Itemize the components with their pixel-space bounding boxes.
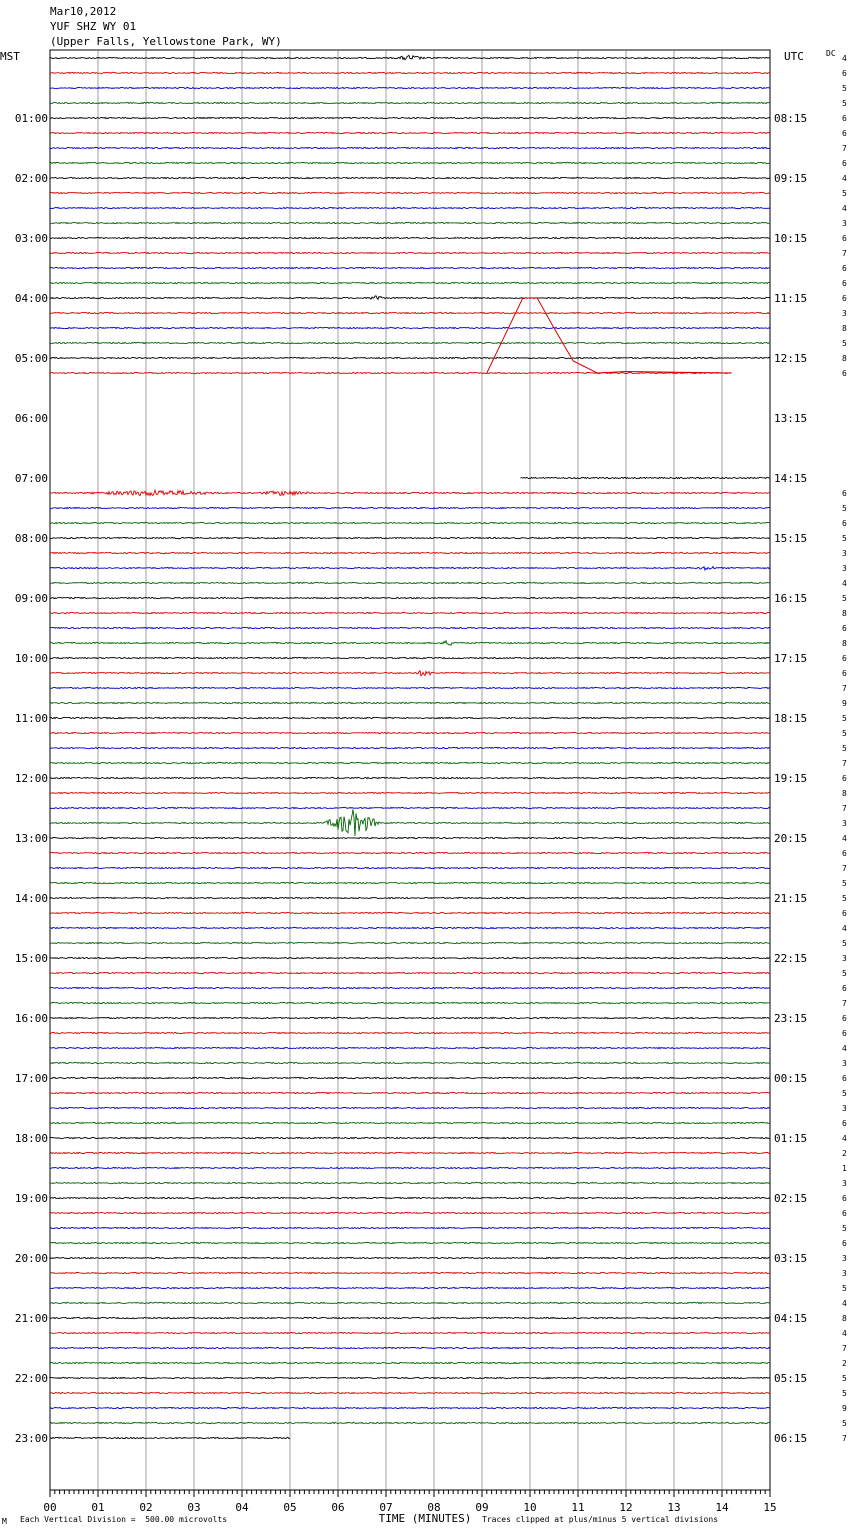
trace-line [50,522,770,523]
station-location: (Upper Falls, Yellowstone Park, WY) [50,35,282,48]
trace-line [50,312,770,313]
trace-line [50,1437,290,1438]
utc-hour-label: 11:15 [774,292,808,305]
dc-value: 5 [842,1374,847,1383]
dc-value: 6 [842,114,847,123]
x-tick-label: 15 [763,1501,777,1514]
x-tick-label: 13 [667,1501,681,1514]
trace-line [50,222,770,223]
seismic-traces [50,55,770,1438]
dc-value: 4 [842,54,847,63]
dc-value: 6 [842,69,847,78]
trace-line [50,490,770,496]
dc-value: 4 [842,1044,847,1053]
dc-value: 8 [842,1314,847,1323]
trace-line [50,552,770,553]
dc-value: 5 [842,1389,847,1398]
trace-line [50,1137,770,1138]
trace-line [50,1242,770,1243]
x-tick-label: 05 [283,1501,297,1514]
dc-title: DC [826,49,836,58]
trace-line [50,192,770,193]
dc-value: 3 [842,309,847,318]
dc-value: 5 [842,879,847,888]
trace-line [50,566,770,570]
trace-line [50,717,770,718]
trace-line [50,372,731,373]
x-tick-label: 06 [331,1501,345,1514]
dc-value: 6 [842,1029,847,1038]
plot-frame [50,50,770,1490]
clip-note: Traces clipped at plus/minus 5 vertical divisions [482,1515,719,1524]
dc-value: 3 [842,219,847,228]
dc-value: 8 [842,639,847,648]
dc-value: 6 [842,294,847,303]
dc-value: 6 [842,489,847,498]
dc-value: 2 [842,1149,847,1158]
trace-line [50,1197,770,1198]
mst-hour-label: 18:00 [14,1132,48,1145]
mst-hour-labels [0,50,48,1445]
x-tick-label: 00 [43,1501,57,1514]
trace-line [50,1077,770,1078]
trace-line [50,1257,770,1258]
trace-line [50,507,770,508]
mst-hour-label: 10:00 [14,652,48,665]
trace-line [50,957,770,958]
trace-line [50,1047,770,1048]
utc-hour-label: 23:15 [774,1012,808,1025]
utc-hour-label: 13:15 [774,412,808,425]
mst-hour-label: 06:00 [14,412,48,425]
dc-value: 6 [842,669,847,678]
dc-value: 4 [842,834,847,843]
dc-value: 4 [842,1134,847,1143]
utc-hour-label: 10:15 [774,232,808,245]
dc-value: 4 [842,1299,847,1308]
dc-value: 5 [842,714,847,723]
dc-value: 4 [842,924,847,933]
dc-value: 5 [842,894,847,903]
trace-line [50,282,770,283]
dc-value: 9 [842,699,847,708]
mst-hour-label: 07:00 [14,472,48,485]
dc-value: 4 [842,174,847,183]
dc-value: 6 [842,129,847,138]
dc-value: 6 [842,1119,847,1128]
dc-value: 5 [842,744,847,753]
trace-line [50,342,770,343]
utc-hour-label: 18:15 [774,712,808,725]
trace-line [50,777,770,778]
dc-value: 5 [842,939,847,948]
trace-line [50,55,770,59]
mst-hour-label: 11:00 [14,712,48,725]
mst-hour-label: 01:00 [14,112,48,125]
dc-value: 5 [842,189,847,198]
trace-line [50,867,770,868]
dc-value: 3 [842,564,847,573]
dc-value: 6 [842,654,847,663]
trace-line [50,1362,770,1363]
utc-hour-label: 20:15 [774,832,808,845]
trace-line [50,582,770,583]
utc-hour-label: 16:15 [774,592,808,605]
mst-hour-label: 03:00 [14,232,48,245]
dc-value: 3 [842,1179,847,1188]
dc-value: 7 [842,759,847,768]
trace-line [50,1167,770,1168]
trace-line [50,87,770,88]
dc-value: 5 [842,969,847,978]
utc-hour-label: 22:15 [774,952,808,965]
x-tick-label: 09 [475,1501,489,1514]
trace-line [50,1152,770,1153]
dc-value: 5 [842,1419,847,1428]
trace-line [50,912,770,913]
dc-value: 6 [842,159,847,168]
trace-line [50,657,770,658]
trace-line [50,972,770,973]
dc-value: 6 [842,279,847,288]
trace-line [50,132,770,133]
dc-value: 8 [842,354,847,363]
x-tick-label: 14 [715,1501,729,1514]
mst-hour-label: 12:00 [14,772,48,785]
trace-line [50,612,770,613]
trace-line [50,1377,770,1378]
dc-value: 6 [842,774,847,783]
trace-line [50,147,770,148]
mst-hour-label: 16:00 [14,1012,48,1025]
trace-line [50,792,770,793]
dc-value: 6 [842,1239,847,1248]
utc-hour-label: 06:15 [774,1432,808,1445]
trace-line [50,296,770,300]
mst-hour-label: 09:00 [14,592,48,605]
mst-hour-label: 20:00 [14,1252,48,1265]
dc-value: 6 [842,909,847,918]
x-tick-label: 01 [91,1501,105,1514]
x-tick-label: 10 [523,1501,537,1514]
mst-hour-label: 21:00 [14,1312,48,1325]
utc-hour-label: 03:15 [774,1252,808,1265]
trace-line [50,1272,770,1273]
trace-line [50,732,770,733]
utc-hour-label: 05:15 [774,1372,808,1385]
trace-line [50,1062,770,1063]
dc-value: 7 [842,1344,847,1353]
dc-value: 3 [842,549,847,558]
trace-line [50,1092,770,1093]
trace-line [50,687,770,688]
trace-line [50,252,770,253]
dc-value: 6 [842,849,847,858]
trace-line [50,942,770,943]
mst-hour-label: MST [0,50,20,63]
utc-hour-label: 14:15 [774,472,808,485]
x-tick-label: 03 [187,1501,201,1514]
dc-value: 6 [842,1209,847,1218]
trace-line [50,1407,770,1408]
trace-line [50,1287,770,1288]
trace-line [50,1227,770,1228]
dc-value: 6 [842,264,847,273]
dc-value: 5 [842,1284,847,1293]
dc-value: 6 [842,984,847,993]
dc-value: 7 [842,144,847,153]
trace-line [50,1347,770,1348]
dc-value: 5 [842,339,847,348]
trace-line [50,1302,770,1303]
trace-line [50,807,770,808]
dc-value: 6 [842,519,847,528]
dc-value: 3 [842,1104,847,1113]
trace-line [50,671,770,676]
trace-line [50,1212,770,1213]
dc-value: 3 [842,1269,847,1278]
mst-hour-label: 14:00 [14,892,48,905]
dc-value: 4 [842,579,847,588]
trace-line [50,1332,770,1333]
dc-value: 6 [842,1014,847,1023]
trace-line [50,177,770,178]
utc-hour-label: 04:15 [774,1312,808,1325]
trace-line [50,267,770,268]
trace-line [50,597,770,598]
trace-line [50,117,770,118]
minute-grid [50,50,770,1490]
trace-line [50,357,770,358]
utc-hour-label: 08:15 [774,112,808,125]
trace-line [50,207,770,208]
trace-line [50,1422,770,1423]
trace-line [50,987,770,988]
trace-line [50,897,770,898]
scale-note: Each Vertical Division = 500.00 microvolts [20,1515,228,1524]
x-tick-label: 12 [619,1501,633,1514]
mst-hour-label: 15:00 [14,952,48,965]
mst-hour-label: 19:00 [14,1192,48,1205]
utc-hour-labels [774,50,807,1445]
dc-value: 5 [842,534,847,543]
utc-hour-label: 00:15 [774,1072,808,1085]
mst-hour-label: 02:00 [14,172,48,185]
utc-hour-label: 09:15 [774,172,808,185]
dc-value: 4 [842,1329,847,1338]
trace-line [50,809,770,835]
dc-value: 1 [842,1164,847,1173]
trace-line [50,327,770,328]
utc-hour-label: 12:15 [774,352,808,365]
dc-value: 6 [842,234,847,243]
dc-value: 7 [842,999,847,1008]
x-axis-title: TIME (MINUTES) [378,1512,472,1525]
trace-line [50,1107,770,1108]
trace-line [50,72,770,73]
dc-value: 4 [842,204,847,213]
dc-offset-labels [842,54,847,1443]
trace-line [50,1392,770,1393]
x-tick-label: 04 [235,1501,249,1514]
utc-hour-label: 21:15 [774,892,808,905]
trace-line [50,1182,770,1183]
trace-line [50,747,770,748]
dc-value: 6 [842,1194,847,1203]
utc-hour-label: 02:15 [774,1192,808,1205]
dc-value: 5 [842,99,847,108]
dc-value: 7 [842,1434,847,1443]
dc-value: 6 [842,1074,847,1083]
trace-line [50,1002,770,1003]
x-tick-label: 02 [139,1501,153,1514]
long-period-excursion [487,298,732,373]
dc-value: 8 [842,609,847,618]
dc-value: 7 [842,864,847,873]
trace-line [50,837,770,838]
utc-hour-label: 17:15 [774,652,808,665]
station-date: Mar10,2012 [50,5,117,18]
mst-hour-label: 08:00 [14,532,48,545]
trace-line [50,641,770,645]
trace-line [50,237,770,238]
dc-value: 8 [842,324,847,333]
trace-line [50,1317,770,1318]
trace-line [50,882,770,883]
trace-line [50,537,770,538]
dc-value: 5 [842,1224,847,1233]
x-tick-label: 11 [571,1501,585,1514]
dc-value: 8 [842,789,847,798]
dc-value: 5 [842,594,847,603]
mst-hour-label: 22:00 [14,1372,48,1385]
time-axis [43,1490,776,1514]
dc-value: 7 [842,249,847,258]
dc-value: 5 [842,1089,847,1098]
trace-line [50,852,770,853]
dc-value: 3 [842,954,847,963]
trace-line [50,627,770,628]
corner-mark: M [2,1517,7,1526]
x-tick-label: 08 [427,1501,441,1514]
dc-value: 3 [842,1254,847,1263]
dc-value: 7 [842,684,847,693]
mst-hour-label: 23:00 [14,1432,48,1445]
dc-value: 9 [842,1404,847,1413]
utc-hour-label: 19:15 [774,772,808,785]
x-tick-label: 07 [379,1501,393,1514]
mst-hour-label: 05:00 [14,352,48,365]
dc-value: 5 [842,504,847,513]
trace-line [50,702,770,703]
dc-value: 3 [842,1059,847,1068]
mst-hour-label: 13:00 [14,832,48,845]
trace-line [50,1017,770,1018]
dc-value: 2 [842,1359,847,1368]
station-channel: YUF SHZ WY 01 [50,20,137,33]
dc-value: 6 [842,624,847,633]
trace-line [520,477,769,478]
trace-line [50,102,770,103]
dc-value: 3 [842,819,847,828]
utc-hour-label: 15:15 [774,532,808,545]
trace-line [50,1032,770,1033]
mst-hour-label: 17:00 [14,1072,48,1085]
dc-value: 7 [842,804,847,813]
utc-hour-label: UTC [784,50,804,63]
trace-line [50,762,770,763]
trace-line [50,927,770,928]
trace-line [50,162,770,163]
trace-line [50,1122,770,1123]
dc-value: 5 [842,729,847,738]
dc-value: 5 [842,84,847,93]
mst-hour-label: 04:00 [14,292,48,305]
utc-hour-label: 01:15 [774,1132,808,1145]
dc-value: 6 [842,369,847,378]
